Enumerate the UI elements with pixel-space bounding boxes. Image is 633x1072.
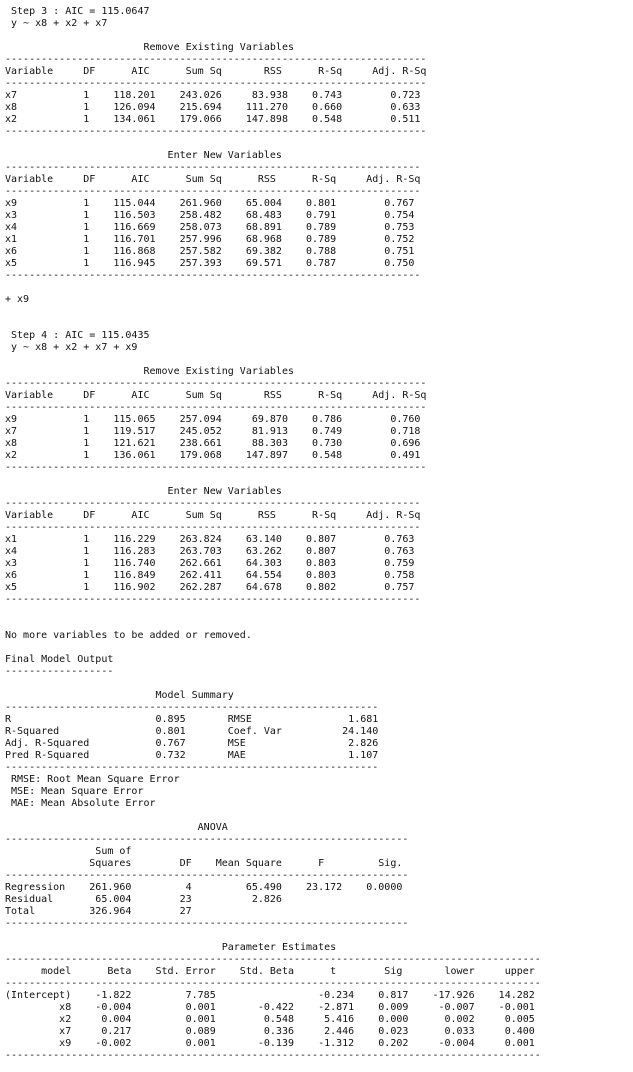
output-line: Remove Existing Variables [5, 366, 294, 377]
output-line: -------------------------------------------------------------- [5, 702, 379, 713]
output-line: ---------------------------------------------------------------------- [5, 402, 427, 413]
output-line [5, 474, 633, 486]
output-line: x7 0.217 0.089 0.336 2.446 0.023 0.033 0.400 [5, 1026, 535, 1037]
output-line: Sum of [5, 846, 132, 857]
output-line: x6 1 116.868 257.582 69.382 0.788 0.751 [5, 246, 415, 257]
output-line: Step 4 : AIC = 115.0435 [5, 330, 150, 341]
output-line: ---------------------------------------------------------------------- [5, 54, 427, 65]
output-line: x4 1 116.669 258.073 68.891 0.789 0.753 [5, 222, 415, 233]
output-line: x1 1 116.229 263.824 63.140 0.807 0.763 [5, 534, 415, 545]
output-line: Adj. R-Squared 0.767 MSE 2.826 [5, 738, 379, 749]
output-line: y ~ x8 + x2 + x7 [5, 18, 108, 29]
output-line: ---------------------------------------------------------------------- [5, 462, 427, 473]
output-line: --------------------------------------------------------------------- [5, 522, 421, 533]
output-line: ------------------------------------------------------------------- [5, 834, 409, 845]
output-line [5, 306, 633, 318]
output-line [5, 318, 633, 330]
output-line: --------------------------------------------------------------------- [5, 186, 421, 197]
output-line: Enter New Variables [5, 150, 282, 161]
output-line: Model Summary [5, 690, 234, 701]
output-line [5, 810, 633, 822]
output-line: x3 1 116.503 258.482 68.483 0.791 0.754 [5, 210, 415, 221]
output-line: ----------------------------------------------------------------------------------------- [5, 978, 541, 989]
output-line: ------------------ [5, 666, 114, 677]
output-line: ----------------------------------------------------------------------------------------- [5, 1050, 541, 1061]
output-line [5, 642, 633, 654]
output-line: Residual 65.004 23 2.826 [5, 894, 282, 905]
output-line: R-Squared 0.801 Coef. Var 24.140 [5, 726, 379, 737]
output-line: x3 1 116.740 262.661 64.303 0.803 0.759 [5, 558, 415, 569]
output-line: --------------------------------------------------------------------- [5, 162, 421, 173]
output-line: ----------------------------------------------------------------------------------------- [5, 954, 541, 965]
output-line [5, 606, 633, 618]
output-line: x8 1 126.094 215.694 111.270 0.660 0.633 [5, 102, 421, 113]
output-line: Final Model Output [5, 654, 114, 665]
output-line [5, 138, 633, 150]
output-line: x8 -0.004 0.001 -0.422 -2.871 0.009 -0.007 -0.001 [5, 1002, 535, 1013]
output-line: x6 1 116.849 262.411 64.554 0.803 0.758 [5, 570, 415, 581]
output-line [5, 618, 633, 630]
output-line: MAE: Mean Absolute Error [5, 798, 156, 809]
output-line: x2 1 136.061 179.068 147.897 0.548 0.491 [5, 450, 421, 461]
output-line: --------------------------------------------------------------------- [5, 270, 421, 281]
output-line [5, 678, 633, 690]
output-line: --------------------------------------------------------------------- [5, 498, 421, 509]
output-line: ------------------------------------------------------------------- [5, 870, 409, 881]
output-line [5, 930, 633, 942]
output-line: --------------------------------------------------------------------- [5, 594, 421, 605]
output-line: y ~ x8 + x2 + x7 + x9 [5, 342, 138, 353]
output-line [5, 30, 633, 42]
output-line: x9 1 115.044 261.960 65.004 0.801 0.767 [5, 198, 415, 209]
output-line: x8 1 121.621 238.661 88.303 0.730 0.696 [5, 438, 421, 449]
output-line: Variable DF AIC Sum Sq RSS R-Sq Adj. R-Sq [5, 66, 427, 77]
output-line: Total 326.964 27 [5, 906, 192, 917]
output-line: x5 1 116.945 257.393 69.571 0.787 0.750 [5, 258, 415, 269]
output-line: ANOVA [5, 822, 228, 833]
output-line: Variable DF AIC Sum Sq RSS R-Sq Adj. R-Sq [5, 174, 421, 185]
output-line: Step 3 : AIC = 115.0647 [5, 6, 150, 17]
output-line: x2 0.004 0.001 0.548 5.416 0.000 0.002 0.005 [5, 1014, 535, 1025]
output-line: ---------------------------------------------------------------------- [5, 126, 427, 137]
output-line: model Beta Std. Error Std. Beta t Sig lower upper [5, 966, 535, 977]
output-line: x4 1 116.283 263.703 63.262 0.807 0.763 [5, 546, 415, 557]
output-line: x1 1 116.701 257.996 68.968 0.789 0.752 [5, 234, 415, 245]
output-line: Variable DF AIC Sum Sq RSS R-Sq Adj. R-Sq [5, 510, 421, 521]
output-line [5, 282, 633, 294]
output-line: x9 1 115.065 257.094 69.870 0.786 0.760 [5, 414, 421, 425]
output-line: x5 1 116.902 262.287 64.678 0.802 0.757 [5, 582, 415, 593]
output-line: x2 1 134.061 179.066 147.898 0.548 0.511 [5, 114, 421, 125]
output-line: RMSE: Root Mean Square Error [5, 774, 180, 785]
output-line: Enter New Variables [5, 486, 282, 497]
output-line: No more variables to be added or removed. [5, 630, 252, 641]
output-line: Remove Existing Variables [5, 42, 294, 53]
output-line: x7 1 118.201 243.026 83.938 0.743 0.723 [5, 90, 421, 101]
output-line: Pred R-Squared 0.732 MAE 1.107 [5, 750, 379, 761]
output-line: Parameter Estimates [5, 942, 337, 953]
output-line: -------------------------------------------------------------- [5, 762, 379, 773]
output-line: + x9 [5, 294, 30, 305]
output-line: R 0.895 RMSE 1.681 [5, 714, 379, 725]
output-line: ---------------------------------------------------------------------- [5, 378, 427, 389]
output-line: x9 -0.002 0.001 -0.139 -1.312 0.202 -0.004 0.001 [5, 1038, 535, 1049]
output-line [5, 354, 633, 366]
output-line: ---------------------------------------------------------------------- [5, 78, 427, 89]
output-line: MSE: Mean Square Error [5, 786, 144, 797]
output-line: Variable DF AIC Sum Sq RSS R-Sq Adj. R-Sq [5, 390, 427, 401]
output-line: x7 1 119.517 245.052 81.913 0.749 0.718 [5, 426, 421, 437]
output-line: Regression 261.960 4 65.490 23.172 0.0000 [5, 882, 403, 893]
output-line: (Intercept) -1.822 7.785 -0.234 0.817 -17.926 14.282 [5, 990, 535, 1001]
output-line: Squares DF Mean Square F Sig. [5, 858, 403, 869]
output-line: ------------------------------------------------------------------- [5, 918, 409, 929]
